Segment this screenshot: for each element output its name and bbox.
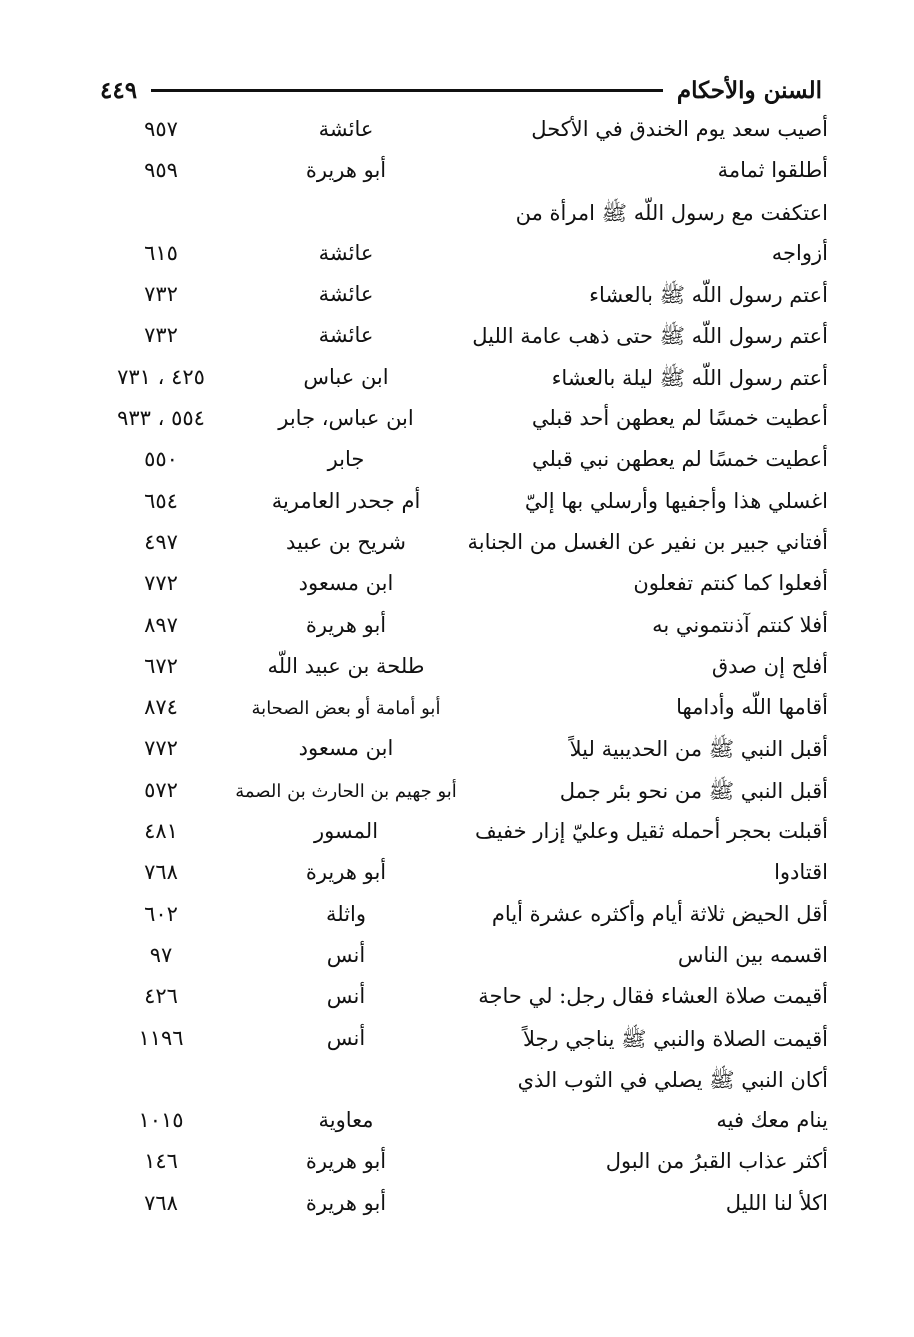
hadith-number: ٦٠٢ (144, 901, 178, 926)
index-row (0, 980, 914, 1021)
hadith-number: ١٤٦ (144, 1149, 178, 1174)
index-row (0, 609, 914, 650)
index-row (0, 856, 914, 897)
narrator: معاوية (318, 1108, 374, 1133)
hadith-text: أعطيت خمسًا لم يعطهن أحد قبلي (531, 406, 828, 431)
hadith-text: أقيمت الصلاة والنبي ﷺ يناجي رجلاً (523, 1026, 828, 1051)
index-row (0, 1063, 914, 1104)
narrator: أبو جهيم بن الحارث بن الصمة (235, 780, 457, 802)
narrator: أبو هريرة (305, 860, 387, 885)
hadith-text: أعتم رسول اللّه ﷺ بالعشاء (589, 283, 828, 308)
page-number: ٤٤٩ (100, 76, 138, 104)
index-row (0, 113, 914, 154)
header-rule (151, 89, 663, 92)
hadith-text: أفلا كنتم آذنتموني به (652, 612, 828, 637)
hadith-text: أفتاني جبير بن نفير عن الغسل من الجنابة (467, 529, 828, 554)
index-row (0, 485, 914, 526)
hadith-text: أقبلت بحجر أحمله ثقيل وعليّ إزار خفيف (474, 819, 828, 844)
hadith-text: أطلقوا ثمامة (717, 158, 828, 183)
hadith-number: ٥٥٤ ، ٩٣٣ (117, 406, 205, 431)
index-row (0, 526, 914, 567)
hadith-number: ٧٧٢ (144, 736, 178, 761)
narrator: جابر (327, 447, 365, 472)
index-row (0, 319, 914, 360)
hadith-number: ٧٣٢ (144, 282, 178, 307)
index-row (0, 196, 914, 237)
index-row (0, 402, 914, 443)
index-row (0, 815, 914, 856)
index-row (0, 1145, 914, 1186)
hadith-number: ٦٥٤ (144, 488, 178, 513)
hadith-number: ٨٧٤ (144, 695, 178, 720)
hadith-number: ٤٨١ (144, 819, 178, 844)
hadith-text: أزواجه (771, 240, 828, 265)
hadith-number: ٤٩٧ (144, 529, 178, 554)
index-row (0, 154, 914, 195)
hadith-number: ٧٣٢ (144, 323, 178, 348)
hadith-text: اغسلي هذا وأجفيها وأرسلي بها إليّ (524, 488, 828, 513)
narrator: المسور (313, 819, 379, 844)
narrator: عائشة (318, 117, 374, 141)
narrator: أنس (326, 942, 366, 967)
hadith-number: ٧٦٨ (144, 1190, 178, 1215)
hadith-text: أعتم رسول اللّه ﷺ ليلة بالعشاء (551, 365, 828, 390)
index-row (0, 1104, 914, 1145)
hadith-text: أقامها اللّه وأدامها (676, 695, 828, 720)
hadith-number: ١٠١٥ (138, 1108, 184, 1133)
hadith-number: ٨٩٧ (144, 612, 178, 637)
hadith-number: ٩٥٧ (144, 117, 178, 141)
running-title: السنن والأحكام (676, 76, 822, 104)
narrator: عائشة (318, 323, 374, 348)
narrator: أبو هريرة (305, 158, 387, 183)
hadith-number: ٥٥٠ (144, 447, 178, 472)
index-row (0, 691, 914, 732)
hadith-text: أكثر عذاب القبرُ من البول (605, 1149, 828, 1174)
index-row (0, 278, 914, 319)
hadith-text: أعتم رسول اللّه ﷺ حتى ذهب عامة الليل (472, 324, 828, 349)
hadith-number: ٦١٥ (144, 240, 178, 265)
hadith-number: ١١٩٦ (138, 1025, 184, 1050)
index-row (0, 1022, 914, 1063)
narrator: أم جحدر العامرية (271, 488, 421, 513)
hadith-number: ٦٧٢ (144, 653, 178, 678)
hadith-number: ٩٥٩ (144, 158, 178, 183)
hadith-text: اقسمه بين الناس (677, 942, 828, 967)
running-header (100, 70, 822, 110)
index-row (0, 1187, 914, 1228)
hadith-text: اعتكفت مع رسول اللّه ﷺ امرأة من (515, 200, 828, 225)
index-row (0, 237, 914, 278)
hadith-number: ٤٢٦ (144, 984, 178, 1009)
narrator: أبو أمامة أو بعض الصحابة (251, 698, 441, 720)
index-row (0, 939, 914, 980)
hadith-text: أقبل النبي ﷺ من الحديبية ليلاً (569, 737, 828, 762)
narrator: عائشة (318, 282, 374, 307)
hadith-index-list (0, 113, 914, 1228)
hadith-text: اقتادوا (774, 860, 828, 885)
hadith-text: أقيمت صلاة العشاء فقال رجل: لي حاجة (478, 984, 828, 1009)
narrator: طلحة بن عبيد اللّه (267, 653, 425, 678)
narrator: أبو هريرة (305, 1190, 387, 1215)
hadith-text: أفلح إن صدق (711, 653, 828, 678)
narrator: أبو هريرة (305, 612, 387, 637)
hadith-text: أفعلوا كما كنتم تفعلون (633, 571, 828, 596)
hadith-number: ٧٦٨ (144, 860, 178, 885)
narrator: أنس (326, 1025, 366, 1050)
index-row (0, 361, 914, 402)
narrator: ابن مسعود (298, 571, 394, 596)
hadith-text: اكلأ لنا الليل (725, 1190, 828, 1215)
index-row (0, 443, 914, 484)
narrator: ابن مسعود (298, 736, 394, 761)
hadith-number: ٩٧ (149, 942, 173, 967)
index-row (0, 898, 914, 939)
hadith-number: ٧٧٢ (144, 571, 178, 596)
narrator: شريح بن عبيد (286, 529, 406, 554)
narrator: أبو هريرة (305, 1149, 387, 1174)
narrator: ابن عباس، جابر (278, 406, 414, 431)
index-row (0, 774, 914, 815)
narrator: أنس (326, 984, 366, 1009)
index-row (0, 732, 914, 773)
hadith-number: ٥٧٢ (144, 777, 178, 802)
narrator: واثلة (325, 901, 367, 926)
hadith-text: أعطيت خمسًا لم يعطهن نبي قبلي (532, 447, 828, 472)
hadith-text: أكان النبي ﷺ يصلي في الثوب الذي (517, 1067, 828, 1092)
hadith-text: أقبل النبي ﷺ من نحو بئر جمل (559, 778, 828, 803)
narrator: ابن عباس (303, 364, 389, 389)
narrator: عائشة (318, 240, 374, 265)
hadith-text: ينام معك فيه (716, 1108, 828, 1133)
hadith-text: أقل الحيض ثلاثة أيام وأكثره عشرة أيام (491, 901, 828, 926)
hadith-text: أصيب سعد يوم الخندق في الأكحل (531, 117, 828, 141)
index-row (0, 567, 914, 608)
hadith-number: ٤٢٥ ، ٧٣١ (117, 364, 205, 389)
index-row (0, 650, 914, 691)
